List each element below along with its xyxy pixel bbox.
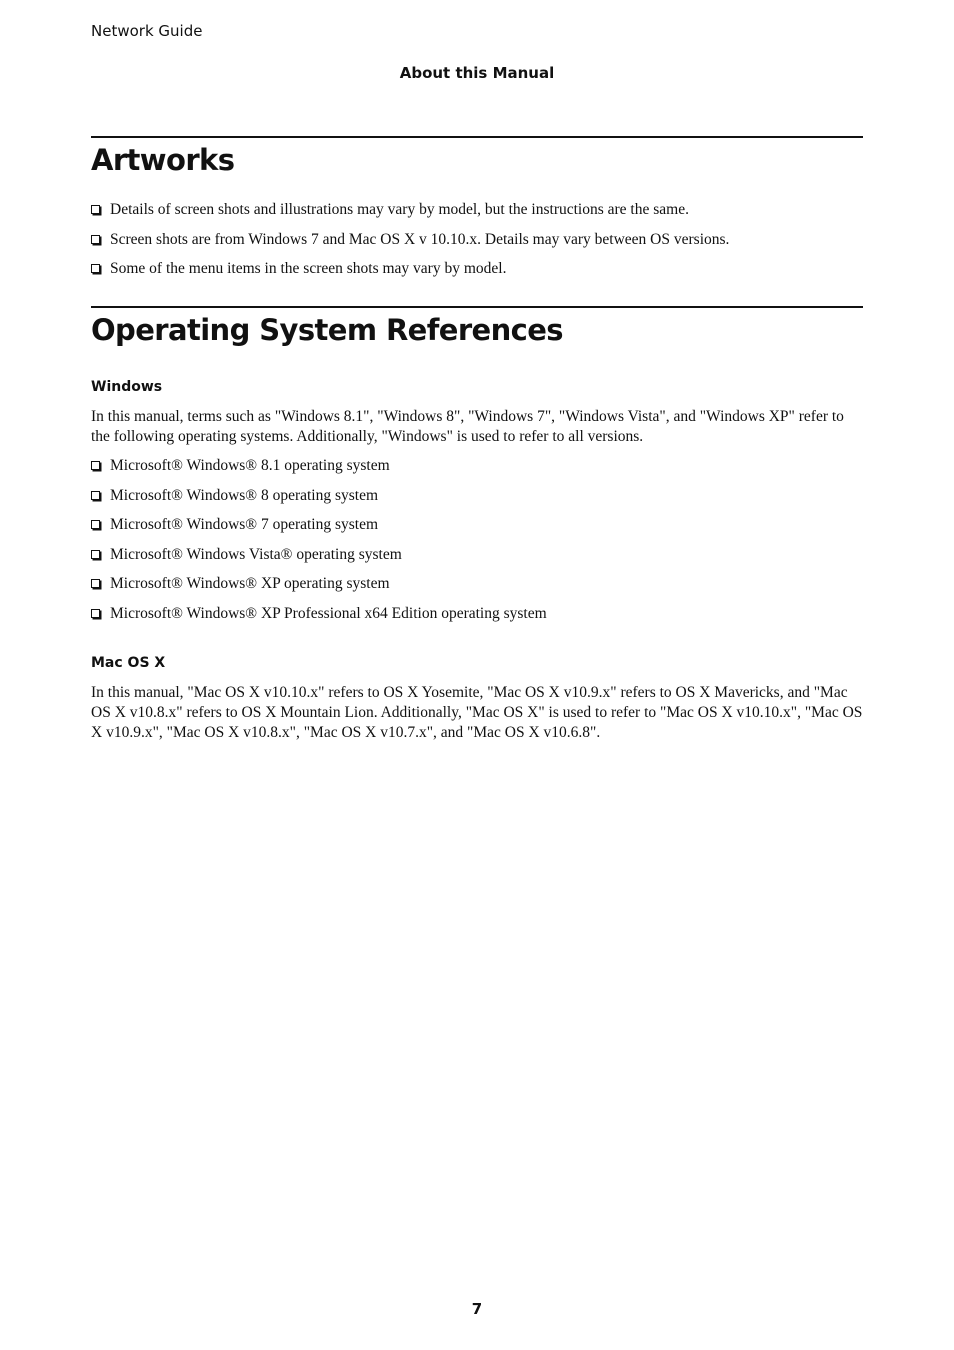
checkbox-bullet-icon: [91, 550, 100, 559]
list-item-text: Microsoft® Windows® 8 operating system: [110, 486, 379, 504]
artworks-section: [91, 136, 863, 279]
list-item: [91, 259, 863, 279]
mac-os-subheading: Mac OS X: [91, 654, 166, 671]
windows-subheading: Windows: [91, 379, 163, 395]
list-item: [91, 545, 863, 565]
list-item: [91, 200, 863, 220]
checkbox-bullet-icon: [91, 609, 100, 618]
running-header-title: Network Guide: [91, 22, 203, 40]
list-item: [91, 456, 863, 476]
windows-intro-paragraph: In this manual, terms such as "Windows 8.1", "Windows 8", "Windows 7", "Windows Vista", and "Windows XP" refer to the following operating systems. Additionally, "Windows" is used to refer to all versions.: [91, 408, 844, 445]
list-item-text: Microsoft® Windows® 7 operating system: [110, 516, 379, 533]
chapter-title: About this Manual: [399, 64, 555, 82]
list-item: [91, 515, 863, 535]
mac-os-paragraph: In this manual, "Mac OS X v10.10.x" refers to OS X Yosemite, "Mac OS X v10.9.x" refers to OS X Mavericks, and "Mac OS X v10.8.x" refers to OS X Mountain Lion. Additionally, "Mac OS X" is used to refer to "Mac OS X v10.10.x", "Mac OS X v10.9.x", "Mac OS X v10.8.x", "Mac OS X v10.7.x", and "Mac OS X v10.6.8".: [91, 683, 863, 741]
list-item: [91, 486, 863, 506]
list-item-text: Microsoft® Windows® 8.1 operating system: [110, 457, 390, 474]
list-item-text: Details of screen shots and illustrations may vary by model, but the instructions are the same.: [110, 201, 689, 218]
checkbox-bullet-icon: [91, 264, 100, 273]
list-item-text: Microsoft® Windows Vista® operating system: [110, 545, 402, 563]
checkbox-bullet-icon: [91, 205, 100, 214]
list-item: [91, 574, 863, 594]
windows-os-list: [91, 456, 863, 624]
list-item-text: Some of the menu items in the screen shots may vary by model.: [110, 260, 507, 277]
page-content: [91, 136, 863, 752]
checkbox-bullet-icon: [91, 579, 100, 588]
list-item-text: Microsoft® Windows® XP Professional x64 Edition operating system: [110, 604, 547, 622]
artworks-list: [91, 200, 863, 279]
os-references-section: [91, 306, 863, 743]
checkbox-bullet-icon: [91, 235, 100, 244]
checkbox-bullet-icon: [91, 491, 100, 500]
checkbox-bullet-icon: [91, 461, 100, 470]
checkbox-bullet-icon: [91, 520, 100, 529]
list-item-text: Microsoft® Windows® XP operating system: [110, 575, 390, 592]
list-item: [91, 230, 863, 250]
page-number: 7: [471, 1300, 483, 1318]
list-item: [91, 604, 863, 624]
list-item-text: Screen shots are from Windows 7 and Mac OS X v 10.10.x. Details may vary between OS versions.: [110, 230, 730, 248]
os-references-heading: Operating System References: [91, 313, 563, 347]
artworks-heading: Artworks: [91, 143, 235, 177]
